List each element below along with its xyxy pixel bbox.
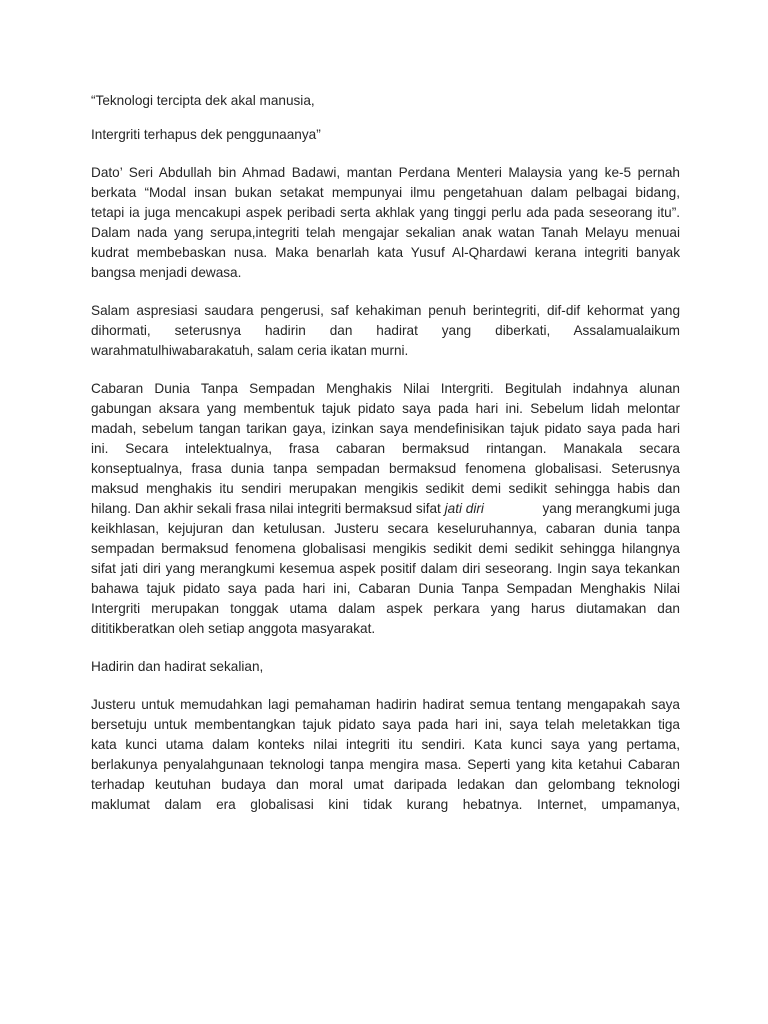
paragraph-line: madah, sebelum tangan tarikan gaya, izinkan saya mendefinisikan tajuk pidato saya pada hari xyxy=(91,421,680,436)
paragraph-3 xyxy=(91,379,680,639)
paragraph-line: gabungan aksara yang membentuk tajuk pidato saya pada hari ini. Sebelum lidah melontar xyxy=(91,401,680,416)
paragraph-line: maklumat dalam era globalisasi kini tidak kurang hebatnya. Internet, umpamanya, xyxy=(91,797,680,812)
paragraph-line: warahmatulhiwabarakatuh, salam ceria ikatan murni. xyxy=(91,343,409,358)
paragraph-line-italic xyxy=(91,499,680,519)
paragraph-line: sifat jati diri yang merangkumi kesemua aspek positif dalam diri seseorang. Ingin saya tekankan xyxy=(91,561,680,576)
paragraph-line: terhadap keutuhan budaya dan moral umat daripada ledakan dan gelombang teknologi xyxy=(91,777,680,792)
paragraph-5 xyxy=(91,695,680,815)
paragraph-line: maksud menghakis itu sendiri merupakan mengikis sedikit demi sedikit sehingga habis dan xyxy=(91,481,680,496)
paragraph-line: kudrat membebaskan nusa. Maka benarlah kata Yusuf Al-Qhardawi kerana integriti banyak xyxy=(91,245,680,260)
paragraph-2 xyxy=(91,301,680,361)
quote-line-1: “Teknologi tercipta dek akal manusia, xyxy=(91,93,315,108)
paragraph-line: Justeru untuk memudahkan lagi pemahaman hadirin hadirat semua tentang mengapakah saya xyxy=(91,697,680,712)
paragraph-line: Cabaran Dunia Tanpa Sempadan Menghakis Nilai Intergriti. Begitulah indahnya alunan xyxy=(91,381,680,396)
text-span: yang merangkumi juga xyxy=(538,501,680,516)
paragraph-line: berlakunya penyalahgunaan teknologi tanpa mengira masa. Seperti yang kita ketahui Cabaran xyxy=(91,757,680,772)
paragraph-line: tetapi ia juga mencakupi aspek peribadi serta akhlak yang tinggi perlu ada pada seseorang itu”. xyxy=(91,205,680,220)
quote-line-2: Intergriti terhapus dek penggunaanya” xyxy=(91,127,321,142)
paragraph-line: keikhlasan, kejujuran dan ketulusan. Justeru secara keseluruhannya, cabaran dunia tanpa xyxy=(91,521,680,536)
paragraph-4 xyxy=(91,657,680,677)
paragraph-line: Intergriti merupakan tonggak utama dalam aspek perkara yang harus diutamakan dan xyxy=(91,601,680,616)
paragraph-line: Dalam nada yang serupa,integriti telah mengajar sekalian anak watan Tanah Melayu menuai xyxy=(91,225,680,240)
paragraph-line: dihormati, seterusnya hadirin dan hadirat yang diberkati, Assalamualaikum xyxy=(91,323,680,338)
paragraph-line: kata kunci utama dalam konteks nilai integriti itu sendiri. Kata kunci saya yang pertama, xyxy=(91,737,680,752)
paragraph-line: bahawa tajuk pidato saya pada hari ini, Cabaran Dunia Tanpa Sempadan Menghakis Nilai xyxy=(91,581,680,596)
paragraph-line: konseptualnya, frasa dunia tanpa sempadan bermaksud fenomena globalisasi. Seterusnya xyxy=(91,461,680,476)
paragraph-line: bersetuju untuk membentangkan tajuk pidato saya pada hari ini, saya telah meletakkan tiga xyxy=(91,717,680,732)
paragraph-1 xyxy=(91,163,680,283)
paragraph-line: berkata “Modal insan bukan setakat mempunyai ilmu pengetahuan dalam pelbagai bidang, xyxy=(91,185,680,200)
paragraph-line: bangsa menjadi dewasa. xyxy=(91,265,242,280)
paragraph-line: Dato’ Seri Abdullah bin Ahmad Badawi, mantan Perdana Menteri Malaysia yang ke-5 pernah xyxy=(91,165,680,180)
text-span: hilang. Dan akhir sekali frasa nilai integriti bermaksud sifat xyxy=(91,501,445,516)
paragraph-line: ini. Secara intelektualnya, frasa cabaran bermaksud rintangan. Manakala secara xyxy=(91,441,680,456)
paragraph-line: sempadan bermaksud fenomena globalisasi mengikis sedikit demi sedikit sehingga hilangnya xyxy=(91,541,680,556)
paragraph-line: Salam aspresiasi saudara pengerusi, saf kehakiman penuh berintegriti, dif-dif kehormat yang xyxy=(91,303,680,318)
paragraph-line: Hadirin dan hadirat sekalian, xyxy=(91,659,264,674)
paragraph-line: dititikberatkan oleh setiap anggota masyarakat. xyxy=(91,621,376,636)
italic-text: jati diri xyxy=(444,501,484,516)
